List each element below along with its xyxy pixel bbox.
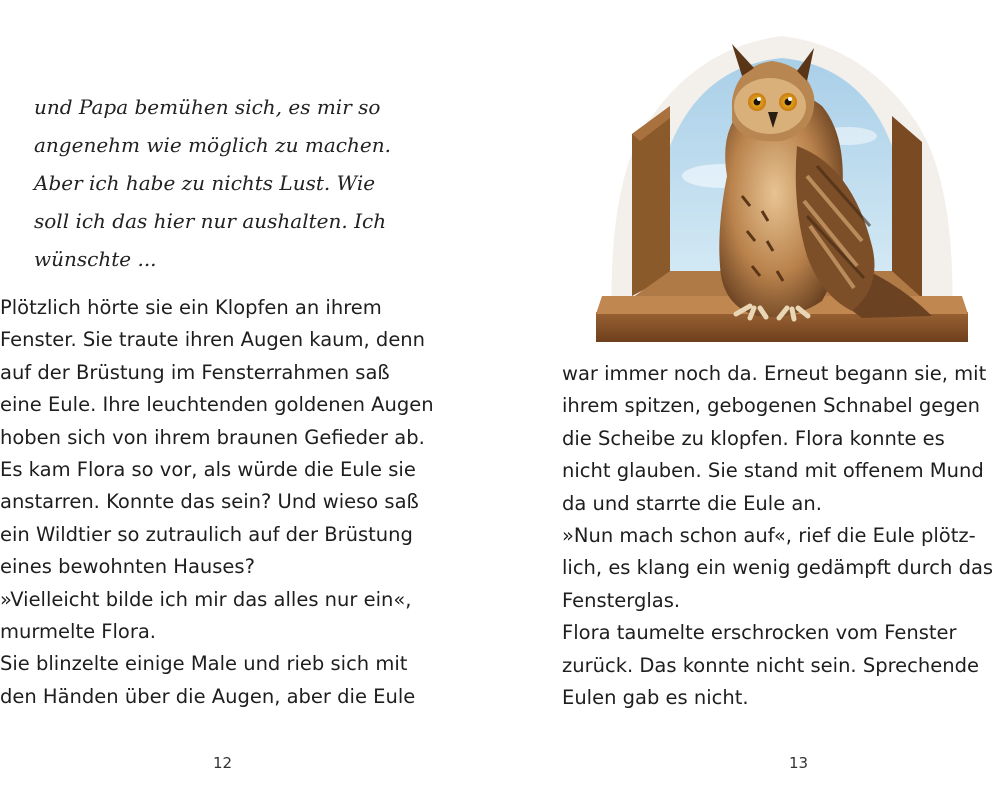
right-page bbox=[500, 0, 1000, 800]
body-text-left bbox=[0, 292, 470, 713]
text-line: war immer noch da. Erneut begann sie, mit bbox=[562, 362, 987, 385]
text-line: lich, es klang ein wenig gedämpft durch das bbox=[562, 556, 994, 580]
text-line: murmelte Flora. bbox=[0, 620, 157, 644]
owl-eye-left bbox=[748, 93, 766, 111]
window-frame-right bbox=[892, 116, 922, 298]
diary-line: wünschte ... bbox=[34, 247, 157, 271]
text-line: nicht glauben. Sie stand mit offenem Mund bbox=[562, 459, 984, 483]
text-line: zurück. Das konnte nicht sein. Sprechende bbox=[562, 653, 979, 677]
owl-eye-right bbox=[779, 93, 797, 111]
text-line: die Scheibe zu klopfen. Flora konnte es bbox=[562, 426, 945, 450]
text-line: »Nun mach schon auf«, rief die Eule plötz- bbox=[562, 524, 976, 548]
text-line: da und starrte die Eule an. bbox=[562, 491, 822, 515]
text-line: auf der Brüstung im Fensterrahmen saß bbox=[0, 360, 390, 384]
text-line: Plötzlich hörte sie ein Klopfen an ihrem bbox=[0, 296, 382, 319]
text-line: eine Eule. Ihre leuchtenden goldenen Augen bbox=[0, 393, 434, 417]
text-line: Eulen gab es nicht. bbox=[562, 686, 749, 710]
diary-entry bbox=[34, 88, 474, 278]
text-line: Es kam Flora so vor, als würde die Eule sie bbox=[0, 458, 416, 482]
diary-line: angenehm wie möglich zu machen. bbox=[34, 133, 391, 157]
text-line: Sie blinzelte einige Male und rieb sich mit bbox=[0, 652, 408, 676]
text-line: den Händen über die Augen, aber die Eule bbox=[0, 684, 416, 708]
text-line: ein Wildtier so zutraulich auf der Brüstung bbox=[0, 522, 413, 546]
text-line: Fensterglas. bbox=[562, 588, 681, 612]
text-line: ihrem spitzen, gebogenen Schnabel gegen bbox=[562, 394, 980, 418]
page-number: 13 bbox=[789, 754, 809, 772]
text-line: anstarren. Konnte das sein? Und wieso saß bbox=[0, 490, 419, 514]
text-line: hoben sich von ihrem braunen Gefieder ab. bbox=[0, 425, 425, 449]
owl-illustration bbox=[592, 26, 972, 348]
body-text-right bbox=[562, 358, 1000, 714]
text-line: Flora taumelte erschrocken vom Fenster bbox=[562, 621, 957, 645]
diary-line: Aber ich habe zu nichts Lust. Wie bbox=[34, 171, 376, 195]
text-line: Fenster. Sie traute ihren Augen kaum, denn bbox=[0, 328, 426, 352]
diary-line: soll ich das hier nur aushalten. Ich bbox=[34, 209, 387, 233]
text-line: »Vielleicht bilde ich mir das alles nur ein«, bbox=[0, 587, 412, 611]
text-line: eines bewohnten Hauses? bbox=[0, 555, 255, 579]
page-number: 12 bbox=[213, 754, 233, 772]
diary-line: und Papa bemühen sich, es mir so bbox=[34, 95, 381, 119]
